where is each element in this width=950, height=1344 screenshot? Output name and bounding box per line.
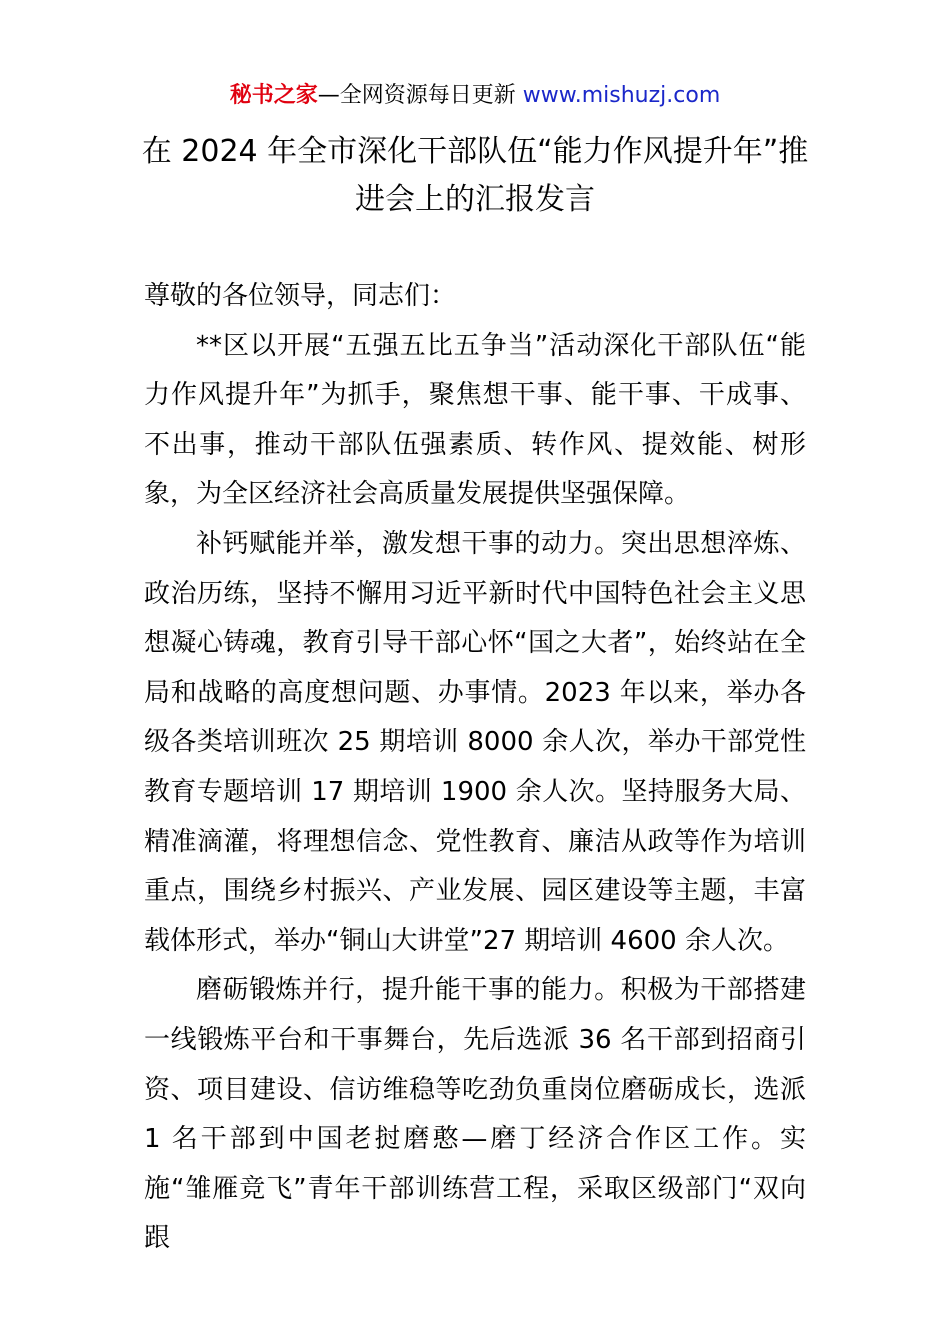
banner-brand: 秘书之家 [229, 83, 318, 108]
site-banner [0, 80, 950, 112]
document-body [144, 272, 806, 1264]
document-title: 在 2024 年全市深化干部队伍“能力作风提升年”推进会上的汇报发言 [141, 134, 809, 217]
banner-tagline: —全网资源每日更新 [317, 83, 523, 108]
banner-url-link[interactable]: www.mishuzj.com [522, 83, 721, 108]
body-paragraph: 补钙赋能并举，激发想干事的动力。突出思想淬炼、政治历练，坚持不懈用习近平新时代中国特色社会主义思想凝心铸魂，教育引导干部心怀“国之大者”，始终站在全局和战略的高度想问题、办事情。2023 年以来，举办各级各类培训班次 25 期培训 8000 余人次，举办干部党性教育专题培训 17 期培训 1900 余人次。坚持服务大局、精准滴灌，将理想信念、党性教育、廉洁从政等作为培训重点，围绕乡村振兴、产业发展、园区建设等主题，丰富载体形式，举办“铜山大讲堂”27 期培训 4600 余人次。 [144, 528, 806, 956]
body-paragraph: **区以开展“五强五比五争当”活动深化干部队伍“能力作风提升年”为抓手，聚焦想干事、能干事、干成事、不出事，推动干部队伍强素质、转作风、提效能、树形象，为全区经济社会高质量发展提供坚强保障。 [144, 330, 806, 510]
greeting: 尊敬的各位领导，同志们： [144, 281, 457, 311]
body-paragraph: 磨砺锻炼并行，提升能干事的能力。积极为干部搭建一线锻炼平台和干事舞台，先后选派 36 名干部到招商引资、项目建设、信访维稳等吃劲负重岗位磨砺成长，选派 1 名干部到中国老挝磨憨—磨丁经济合作区工作。实施“雏雁竞飞”青年干部训练营工程，采取区级部门“双向跟 [144, 975, 806, 1254]
